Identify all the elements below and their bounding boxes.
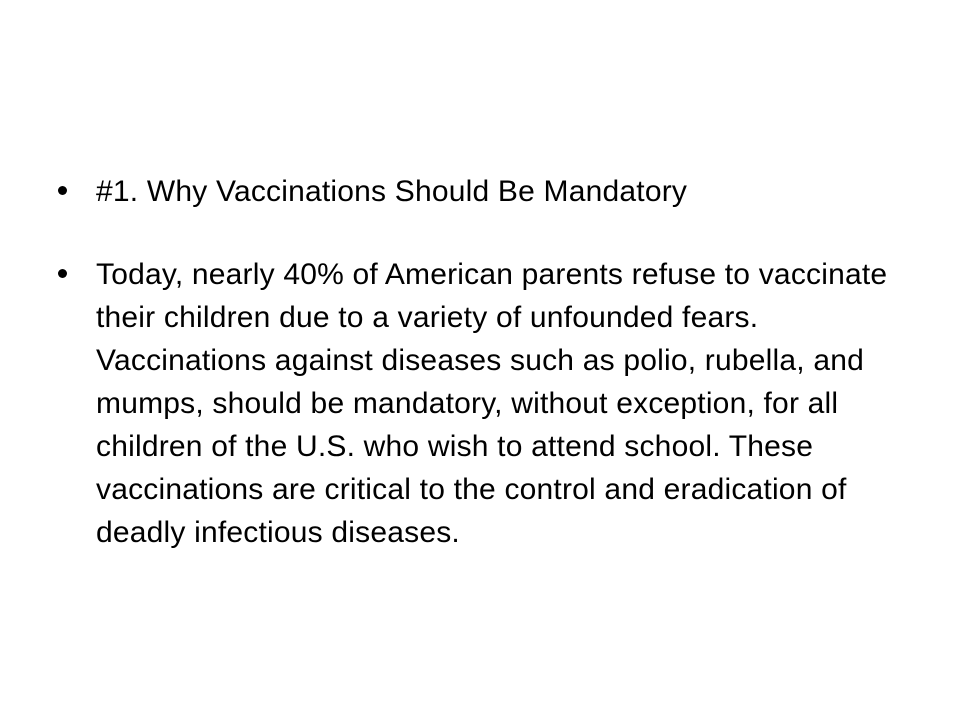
bullet-item-title [58, 170, 898, 213]
bullet-point-icon [58, 269, 67, 278]
bullet-text-body: Today, nearly 40% of American parents refuse to vaccinate their children due to a variety of unfounded fears. Vaccinations against diseases such as polio, rubella, and mumps, should be mandatory, without exception, for all children of the U.S. who wish to attend school. These vaccinations are critical to the control and eradication of deadly infectious diseases. [96, 258, 888, 549]
bullet-list [58, 170, 898, 554]
bullet-item-body [58, 253, 898, 554]
bullet-point-icon [58, 186, 67, 195]
bullet-text-title: #1. Why Vaccinations Should Be Mandatory [96, 175, 688, 208]
